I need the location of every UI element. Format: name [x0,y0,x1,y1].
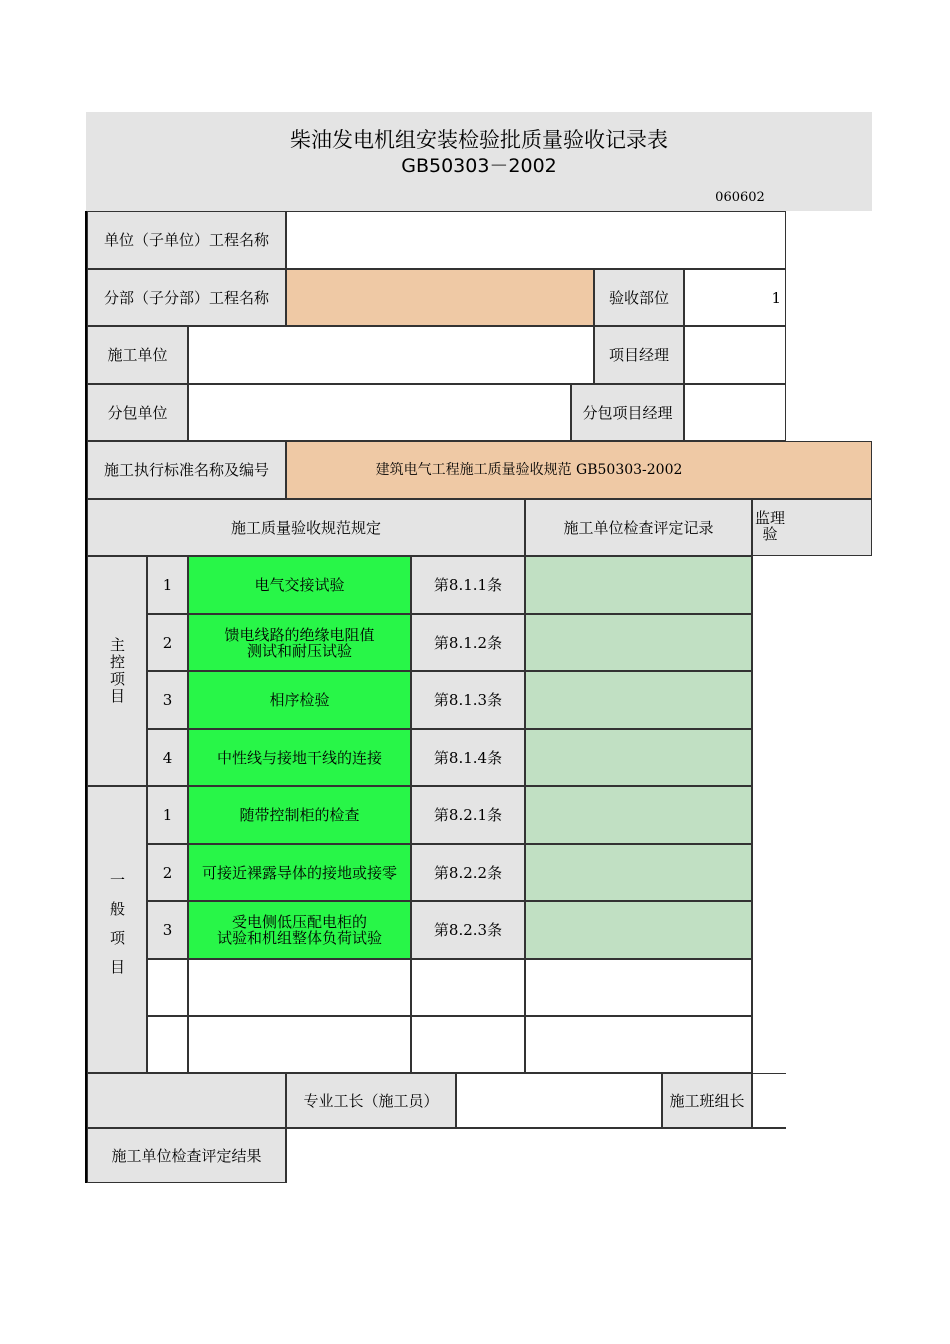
check-result-field[interactable] [286,1128,786,1183]
main-row-1-record[interactable] [525,556,752,614]
empty-row-2-no[interactable] [147,1016,188,1073]
main-row-2-record[interactable] [525,614,752,671]
main-row-4-name: 中性线与接地干线的连接 [188,729,411,786]
general-row-3-clause: 第8.2.3条 [411,901,525,959]
main-row-3-clause: 第8.1.3条 [411,671,525,729]
empty-row-1-no[interactable] [147,959,188,1016]
general-row-2-no: 2 [147,844,188,901]
unit-project-field[interactable] [286,211,786,269]
main-items-text: 主控项目 [108,637,126,705]
main-row-3-record[interactable] [525,671,752,729]
main-row-2-clause: 第8.1.2条 [411,614,525,671]
foreman-label: 专业工长（施工员） [286,1073,456,1128]
project-manager-field[interactable] [684,326,786,384]
empty-row-2-name[interactable] [188,1016,411,1073]
main-items-label [87,556,147,786]
main-row-2-no: 2 [147,614,188,671]
general-row-1-name: 随带控制柜的检查 [188,786,411,844]
sub-project-label: 分部（子分部）工程名称 [87,269,286,326]
check-header: 施工单位检查评定记录 [525,499,752,556]
general-row-3-name: 受电侧低压配电柜的 试验和机组整体负荷试验 [188,901,411,959]
construction-unit-label: 施工单位 [87,326,188,384]
project-manager-label: 项目经理 [594,326,684,384]
main-row-3-no: 3 [147,671,188,729]
general-row-1-no: 1 [147,786,188,844]
general-row-2-name: 可接近裸露导体的接地或接零 [188,844,411,901]
empty-row-2-record[interactable] [525,1016,752,1073]
team-leader-field[interactable] [752,1073,786,1128]
main-row-4-no: 4 [147,729,188,786]
general-row-2-record[interactable] [525,844,752,901]
general-row-1-clause: 第8.2.1条 [411,786,525,844]
foreman-field[interactable] [456,1073,662,1128]
unit-project-label: 单位（子单位）工程名称 [87,211,286,269]
main-row-1-no: 1 [147,556,188,614]
empty-row-2-clause[interactable] [411,1016,525,1073]
acceptance-part-label: 验收部位 [594,269,684,326]
main-row-4-record[interactable] [525,729,752,786]
form-title: 柴油发电机组安装检验批质量验收记录表 [290,128,668,152]
standard-code: GB50303－2002 [401,155,557,177]
general-row-1-record[interactable] [525,786,752,844]
supervision-column[interactable] [752,556,786,1073]
result-label-top [87,1073,286,1128]
subcontract-unit-label: 分包单位 [87,384,188,441]
spec-header: 施工质量验收规范规定 [87,499,525,556]
check-result-label: 施工单位检查评定结果 [87,1128,286,1183]
empty-row-1-record[interactable] [525,959,752,1016]
sub-project-field[interactable] [286,269,594,326]
general-items-label [87,786,147,1073]
general-items-text: 一般项目 [108,871,126,988]
sub-project-manager-label: 分包项目经理 [571,384,684,441]
main-row-1-clause: 第8.1.1条 [411,556,525,614]
empty-row-1-name[interactable] [188,959,411,1016]
form-code: 060602 [715,190,765,205]
supervision-header: 监理 验 [752,499,872,556]
general-row-3-no: 3 [147,901,188,959]
sub-project-manager-field[interactable] [684,384,786,441]
construction-unit-field[interactable] [188,326,594,384]
general-row-2-clause: 第8.2.2条 [411,844,525,901]
subcontract-unit-field[interactable] [188,384,571,441]
team-leader-label: 施工班组长 [662,1073,752,1128]
main-row-3-name: 相序检验 [188,671,411,729]
general-row-3-record[interactable] [525,901,752,959]
main-row-2-name: 馈电线路的绝缘电阻值 测试和耐压试验 [188,614,411,671]
empty-row-1-clause[interactable] [411,959,525,1016]
exec-standard-label: 施工执行标准名称及编号 [87,441,286,499]
main-row-1-name: 电气交接试验 [188,556,411,614]
acceptance-part-value[interactable]: 1 [684,269,786,326]
exec-standard-value[interactable]: 建筑电气工程施工质量验收规范 GB50303-2002 [286,441,872,499]
main-row-4-clause: 第8.1.4条 [411,729,525,786]
